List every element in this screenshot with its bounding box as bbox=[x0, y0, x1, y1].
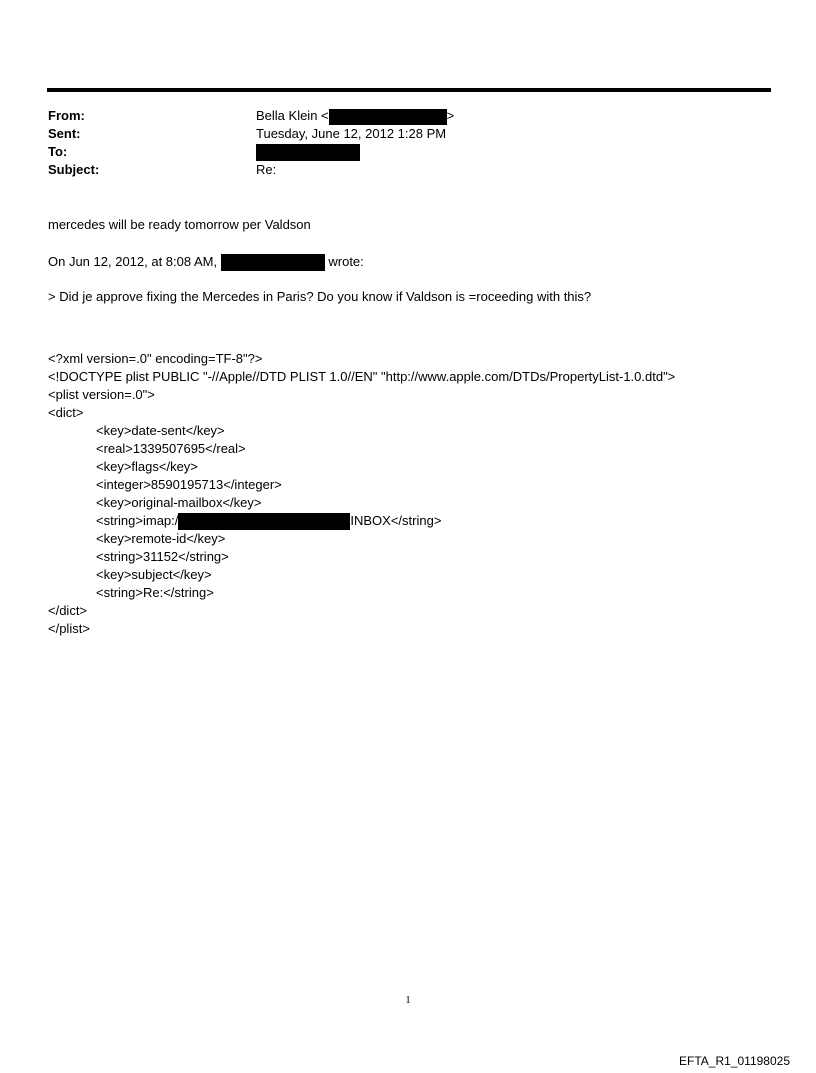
quote-intro-wrote: wrote: bbox=[328, 254, 364, 269]
xml-line: <string>31152</string> bbox=[96, 549, 229, 565]
document-id: EFTA_R1_01198025 bbox=[679, 1054, 790, 1068]
quote-intro bbox=[48, 253, 364, 271]
redaction-box bbox=[329, 109, 447, 125]
xml-line: <dict> bbox=[48, 405, 84, 420]
xml-line: </dict> bbox=[48, 603, 88, 619]
redaction-box bbox=[256, 144, 360, 161]
sent-value: Tuesday, June 12, 2012 1:28 PM bbox=[256, 126, 447, 141]
xml-line: <!DOCTYPE plist PUBLIC "-//Apple//DTD PLIST 1.0//EN" "http://www.apple.com/DTDs/PropertyList-1.0.dtd"> bbox=[48, 369, 676, 384]
xml-line bbox=[48, 512, 675, 530]
page-number: 1 bbox=[405, 994, 411, 1006]
from-label: From: bbox=[48, 108, 85, 123]
xml-line: <key>subject</key> bbox=[96, 567, 212, 583]
xml-line: <?xml version=.0" encoding=TF-8"?> bbox=[48, 351, 263, 366]
quoted-line: > Did je approve fixing the Mercedes in Paris? Do you know if Valdson is =roceeding with this? bbox=[48, 289, 592, 304]
to-label: To: bbox=[48, 144, 68, 159]
from-value bbox=[256, 107, 454, 125]
xml-line: </plist> bbox=[48, 621, 90, 637]
subject-label: Subject: bbox=[48, 162, 100, 177]
sent-label: Sent: bbox=[48, 126, 81, 141]
redaction-box bbox=[221, 254, 325, 271]
from-name: Bella Klein < bbox=[256, 108, 329, 123]
from-close: > bbox=[446, 108, 455, 123]
xml-line: <real>1339507695</real> bbox=[96, 441, 246, 456]
header-rule bbox=[47, 88, 771, 92]
xml-line: <key>date-sent</key> bbox=[96, 423, 225, 438]
xml-line: <key>flags</key> bbox=[96, 459, 198, 474]
email-header bbox=[48, 107, 748, 179]
body-line: mercedes will be ready tomorrow per Valdson bbox=[48, 217, 311, 232]
xml-block bbox=[48, 350, 675, 638]
redaction-box bbox=[178, 513, 350, 530]
xml-line: <integer>8590195713</integer> bbox=[96, 477, 282, 492]
xml-line: <key>remote-id</key> bbox=[96, 531, 226, 547]
xml-line: <key>original-mailbox</key> bbox=[96, 495, 262, 510]
to-value bbox=[256, 143, 360, 161]
xml-line: <plist version=.0"> bbox=[48, 387, 155, 402]
quote-intro-text: On Jun 12, 2012, at 8:08 AM, bbox=[48, 254, 218, 269]
xml-imap-prefix: <string>imap:/ bbox=[96, 513, 179, 528]
subject-value: Re: bbox=[256, 162, 277, 177]
xml-line: <string>Re:</string> bbox=[96, 585, 214, 601]
xml-imap-suffix: INBOX</string> bbox=[350, 513, 442, 528]
